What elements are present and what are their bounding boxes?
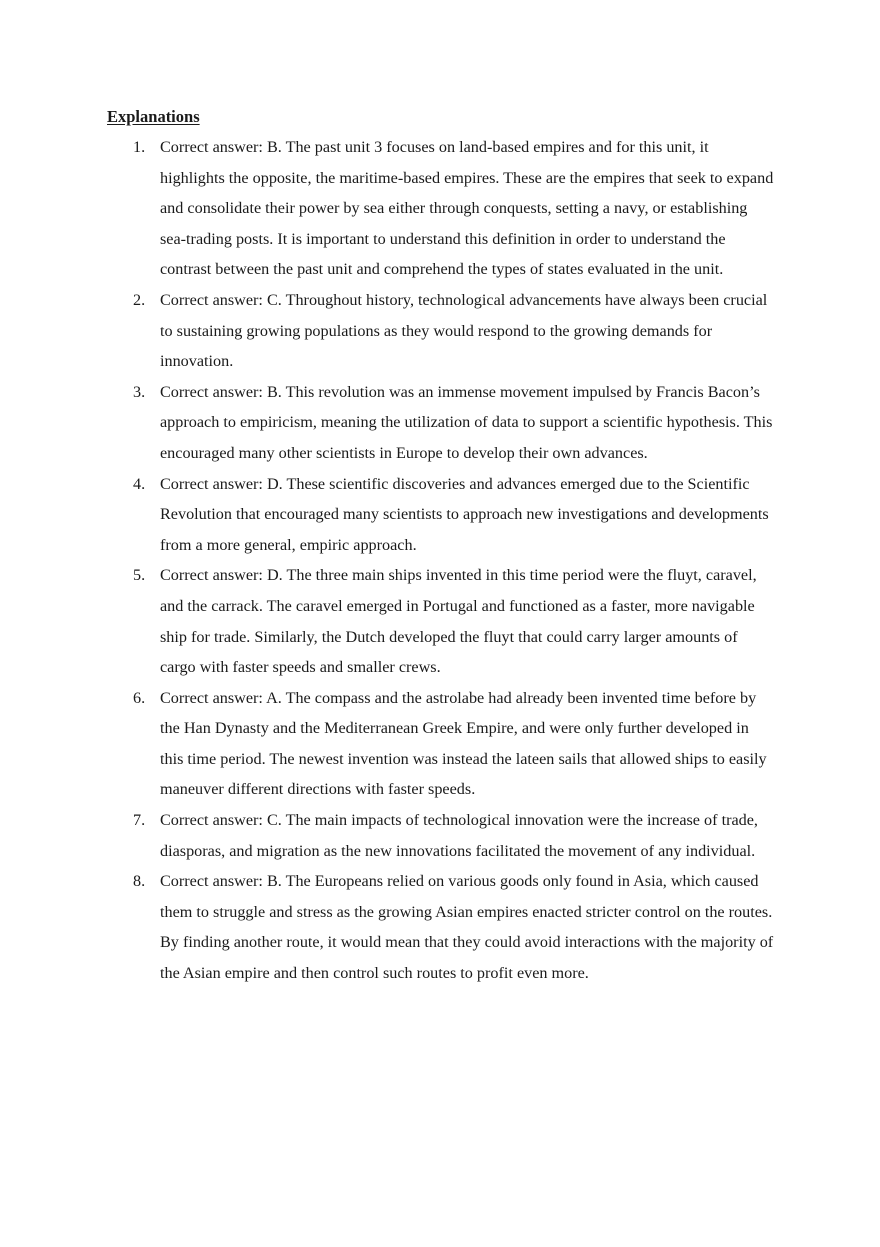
item-number: 3. (133, 382, 146, 401)
item-number: 5. (133, 566, 146, 585)
item-text: Correct answer: B. The past unit 3 focuses on land-based empires and for this unit, it highlights the opposite, the maritime-based empires. These are the empires that seek to expand and consolidate their power by sea either through conquests, setting a navy, or establishing sea-trading posts. It is important to understand this definition in order to understand the contrast between the past unit and comprehend the types of states evaluated in the unit. (160, 138, 774, 279)
explanation-item (0, 866, 775, 988)
item-number: 2. (133, 290, 146, 309)
explanation-item (0, 469, 775, 561)
explanation-item (0, 560, 775, 682)
item-number: 7. (133, 811, 146, 830)
item-text: Correct answer: C. Throughout history, technological advancements have always been crucial to sustaining growing populations as they would respond to the growing demands for innovation. (160, 290, 768, 371)
explanation-item (0, 285, 775, 377)
item-text: Correct answer: B. This revolution was an immense movement impulsed by Francis Bacon’s approach to empiricism, meaning the utilization of data to support a scientific hypothesis. This encouraged many other scientists in Europe to develop their own advances. (160, 382, 773, 462)
explanation-item (0, 683, 775, 805)
explanation-item (0, 377, 775, 469)
explanation-item (0, 805, 775, 866)
item-number: 8. (133, 872, 146, 891)
explanation-item (0, 132, 775, 285)
explanations-list (0, 132, 880, 989)
item-text: Correct answer: C. The main impacts of technological innovation were the increase of trade, diasporas, and migration as the new innovations facilitated the movement of any individual. (160, 811, 758, 860)
item-text: Correct answer: B. The Europeans relied on various goods only found in Asia, which caused them to struggle and stress as the growing Asian empires enacted stricter control on the routes. By finding another route, it would mean that they could avoid interactions with the majority of the Asian empire and then control such routes to profit even more. (160, 872, 774, 983)
item-number: 4. (133, 474, 146, 493)
item-text: Correct answer: D. These scientific discoveries and advances emerged due to the Scientific Revolution that encouraged many scientists to approach new investigations and developments from a more general, empiric approach. (160, 474, 769, 554)
item-number: 1. (133, 138, 146, 156)
item-text: Correct answer: D. The three main ships invented in this time period were the fluyt, caravel, and the carrack. The caravel emerged in Portugal and functioned as a faster, more navigable ship for trade. Similarly, the Dutch developed the fluyt that could carry larger amounts of cargo with faster speeds and smaller crews. (160, 566, 757, 677)
section-heading: Explanations (107, 107, 200, 126)
item-text: Correct answer: A. The compass and the astrolabe had already been invented time before by the Han Dynasty and the Mediterranean Greek Empire, and were only further developed in this time period. The newest invention was instead the lateen sails that allowed ships to easily maneuver different directions with faster speeds. (160, 688, 767, 799)
item-number: 6. (133, 688, 146, 707)
